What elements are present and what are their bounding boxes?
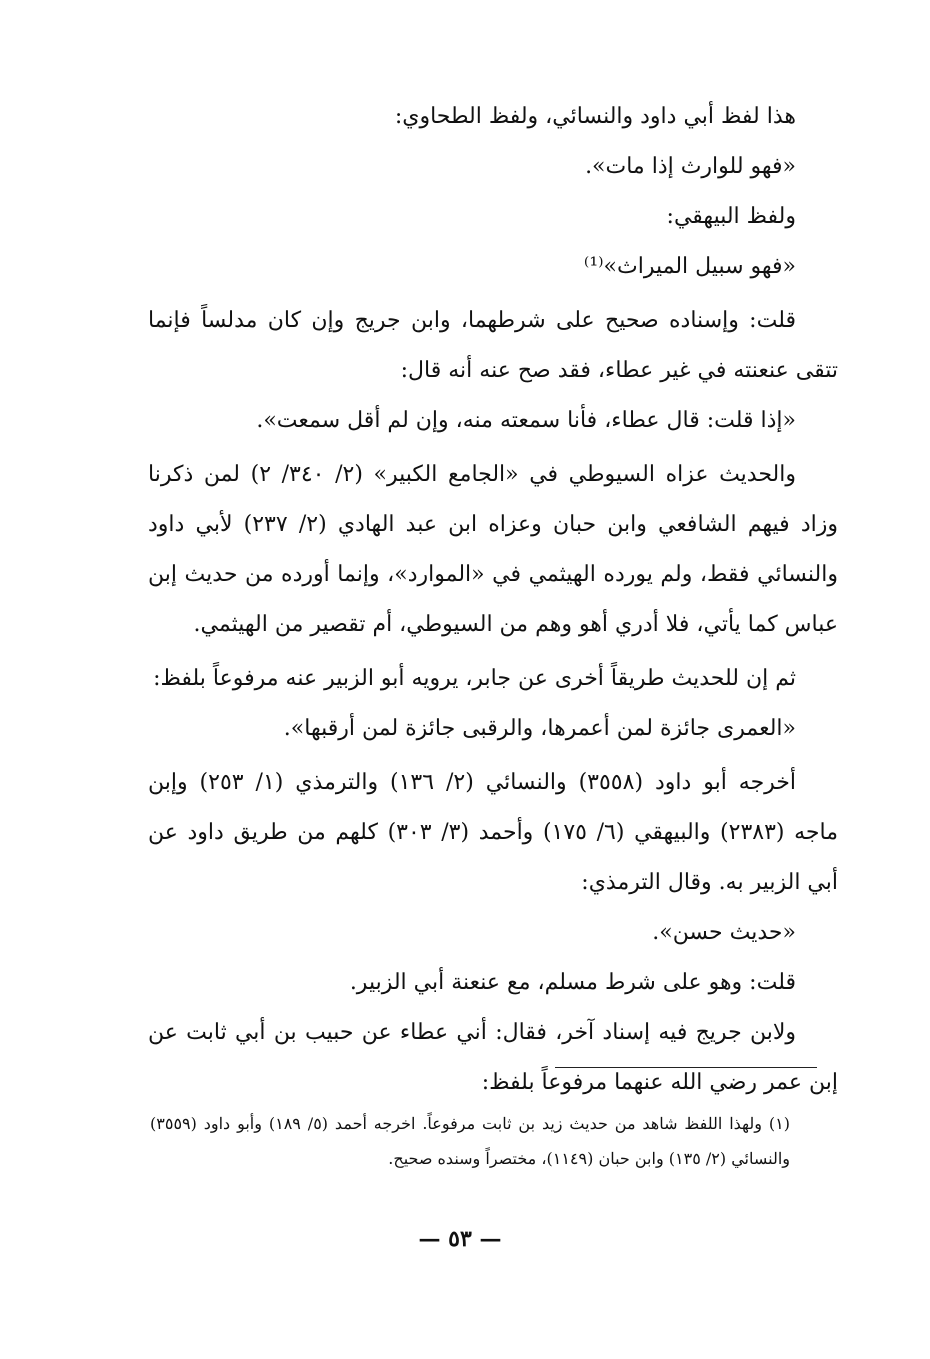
quote-umra-ruqba: «العمرى جائزة لمن أعمرها، والرقبى جائزة لمن أرقبها». [283,716,796,741]
page-number: — ٥٣ — [418,1226,502,1252]
main-text [148,92,838,1108]
quote-hadith-hasan: «حديث حسن». [652,920,796,945]
footnote-separator [555,1067,817,1068]
paragraph-suyuti: والحديث عزاه السيوطي في «الجامع الكبير» (٢/ ٣٤٠/ ٢) لمن ذكرنا وزاد فيهم الشافعي وابن حبان وعزاه ابن عبد الهادي (٢/ ٢٣٧) لأبي داود والنسائي فقط، ولم يورده الهيثمي في «الموارد»، وإنما أورده من حديث إبن عباس كما يأتي، فلا أدري أهو وهم من السيوطي، أم تقصير من الهيثمي. [148,462,839,637]
paragraph-ibn-jurayj: ولابن جريج فيه إسناد آخر، فقال: أني عطاء عن حبيب بن أبي ثابت عن إبن عمر رضي الله عنهما مرفوعاً بلفظ: [148,1020,838,1095]
paragraph-takhrij: أخرجه أبو داود (٣٥٥٨) والنسائي (٢/ ١٣٦) والترمذي (١/ ٢٥٣) وإبن ماجه (٢٣٨٣) والبيهقي (٦/ ١٧٥) وأحمد (٣/ ٣٠٣) كلهم من طريق داود عن أبي الزبير به. وقال الترمذي: [148,770,838,895]
paragraph-isnad-sahih: قلت: وإسناده صحيح على شرطهما، وابن جريج وإن كان مدلساً فإنما تتقى عنعنته في غير عطاء، فقد صح عنه أنه قال: [148,308,838,383]
footnote: (١) ولهذا اللفظ شاهد من حديث زيد بن ثابت مرفوعاً. اخرجه أحمد (٥/ ١٨٩) وأبو داود (٣٥٥٩) والنسائي (٢/ ١٣٥) وابن حبان (١١٤٩)، مختصراً وسنده صحيح. [150,1114,790,1168]
quote-idha-qultu: «إذا قلت: قال عطاء، فأنا سمعته منه، وإن لم أقل سمعت». [256,408,796,433]
paragraph-tariq-ukhra: ثم إن للحديث طريقاً أخرى عن جابر، يرويه أبو الزبير عنه مرفوعاً بلفظ: [153,666,796,691]
paragraph-lafz-abi-dawud: هذا لفظ أبي داود والنسائي، ولفظ الطحاوي: [394,104,796,129]
paragraph-lafz-bayhaqi: ولفظ البيهقي: [666,204,796,229]
quote-sabil-al-mirath: «فهو سبيل الميراث»⁽¹⁾ [583,254,796,279]
paragraph-shart-muslim: قلت: وهو على شرط مسلم، مع عنعنة أبي الزبير. [349,970,796,995]
quote-lil-warith: «فهو للوارث إذا مات». [585,154,796,179]
